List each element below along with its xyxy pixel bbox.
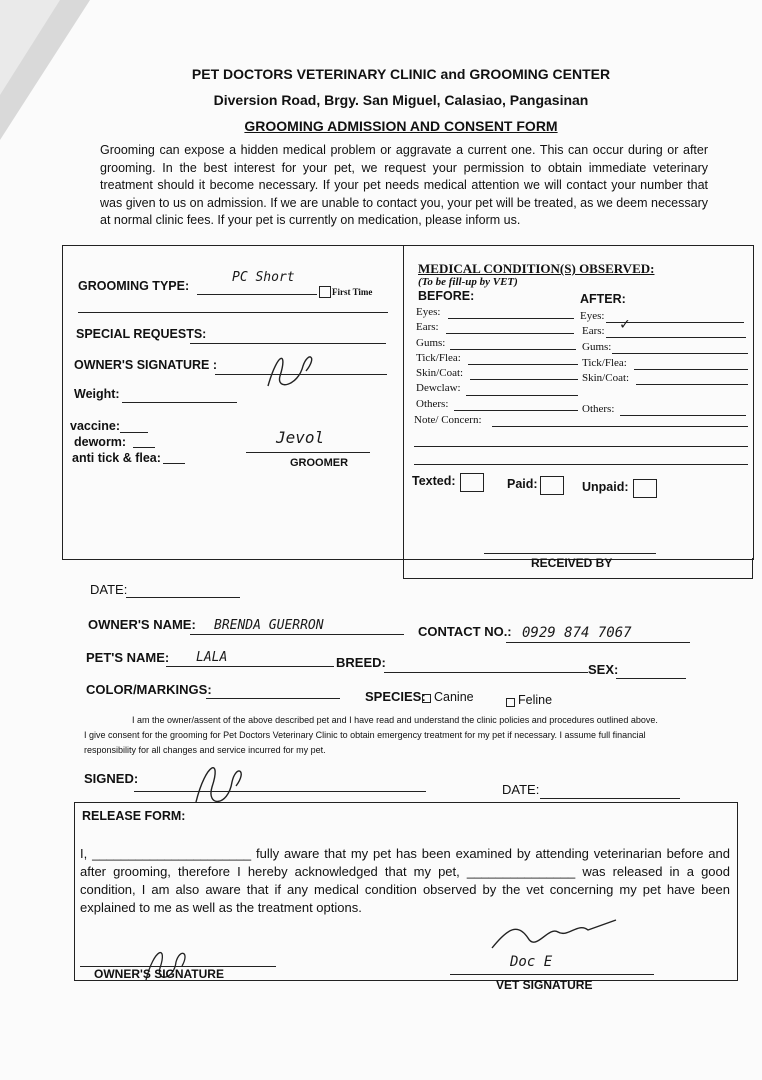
owner-signature-mark [258,346,318,396]
received-by-label: RECEIVED BY [531,556,613,570]
sex-label: SEX: [588,662,619,677]
pet-name-label: PET'S NAME: [86,650,170,665]
groomer-line[interactable] [246,452,370,453]
grooming-type-line-2 [78,312,388,313]
before-eyes-line[interactable] [448,318,574,319]
consent-line-2: I give consent for the grooming for Pet Doctors Veterinary Clinic to obtain emergency treatment for my pet if necessary. I assume full financial [84,730,646,740]
after-tick-line[interactable] [634,369,748,370]
before-label: BEFORE: [418,289,475,303]
after-gums-line[interactable] [612,353,748,354]
consent-line-3: responsibility for all changes and service incurred for my pet. [84,745,326,755]
special-requests-line[interactable] [190,343,386,344]
signed-label: SIGNED: [84,771,139,786]
deworm-label: deworm: [74,435,127,449]
after-others-line[interactable] [620,415,746,416]
before-skin-label: Skin/Coat: [416,367,464,379]
pet-name-line[interactable] [166,666,334,667]
after-skin-line[interactable] [636,384,748,385]
after-ears-line[interactable] [606,337,746,338]
note-label: Note/ Concern: [414,414,482,426]
note-line-2[interactable] [414,446,748,447]
vaccine-label: vaccine: [70,419,121,433]
feline-checkbox[interactable] [506,698,515,707]
before-skin-line[interactable] [470,379,578,380]
date-label: DATE: [90,582,128,597]
before-gums-label: Gums: [416,337,446,349]
weight-line[interactable] [122,402,237,403]
breed-label: BREED: [336,655,386,670]
before-dewclaw-line[interactable] [466,395,578,396]
before-gums-line[interactable] [450,349,576,350]
owner-name-value: BRENDA GUERRON [214,618,324,633]
before-tick-line[interactable] [468,364,578,365]
species-label: SPECIES: [365,689,426,704]
canine-label: Canine [434,690,474,704]
medical-subtitle: (To be fill-up by VET) [418,276,518,288]
groomer-label: GROOMER [290,457,349,469]
signed-line[interactable] [134,791,426,792]
before-eyes-label: Eyes: [416,306,441,318]
weight-label: Weight: [74,387,120,401]
owner-name-label: OWNER'S NAME: [88,617,196,632]
release-owner-signature-label: OWNER'S SIGNATURE [94,967,224,981]
after-tick-label: Tick/Flea: [582,357,627,369]
deworm-line[interactable] [133,447,155,448]
before-others-label: Others: [416,398,449,410]
after-eyes-label: Eyes: [580,310,605,322]
form-title: GROOMING ADMISSION AND CONSENT FORM [244,118,558,134]
first-time-label: First Time [332,287,373,297]
unpaid-checkbox[interactable] [633,479,657,498]
after-label: AFTER: [580,292,626,306]
grooming-type-value: PC Short [232,270,295,285]
contact-label: CONTACT NO.: [418,624,512,639]
before-ears-label: Ears: [416,321,439,333]
color-label: COLOR/MARKINGS: [86,682,212,697]
date-line[interactable] [126,597,240,598]
vet-name: Doc E [510,954,553,970]
grooming-type-line[interactable] [197,294,317,295]
before-others-line[interactable] [454,410,578,411]
paid-checkbox[interactable] [540,476,564,495]
vaccine-line[interactable] [120,432,148,433]
color-line[interactable] [206,698,340,699]
owner-name-line[interactable] [190,634,404,635]
release-title: RELEASE FORM: [82,809,186,823]
owner-signature-label: OWNER'S SIGNATURE : [74,358,218,372]
anti-tick-label: anti tick & flea: [72,451,161,465]
consent-date-line[interactable] [540,798,680,799]
note-line-3[interactable] [414,464,748,465]
groomer-name: Jevol [276,428,325,447]
received-by-line[interactable] [484,553,656,554]
note-line-1[interactable] [492,426,748,427]
first-time-checkbox[interactable] [319,286,331,298]
consent-line-1: I am the owner/assent of the above described pet and I have read and understand the clinic policies and procedures outlined above. [132,715,658,725]
vet-signature-mark [488,918,618,958]
vet-signature-line[interactable] [450,974,654,975]
paid-label: Paid: [507,477,538,491]
pet-name-value: LALA [196,650,228,665]
before-ears-line[interactable] [446,333,574,334]
consent-date-label: DATE: [502,782,540,797]
after-skin-label: Skin/Coat: [582,372,630,384]
texted-checkbox[interactable] [460,473,484,492]
contact-line[interactable] [506,642,690,643]
unpaid-label: Unpaid: [582,480,629,494]
contact-value: 0929 874 7067 [522,625,632,641]
anti-tick-line[interactable] [163,463,185,464]
after-ears-label: Ears: [582,325,605,337]
texted-label: Texted: [412,474,456,488]
before-dewclaw-label: Dewclaw: [416,382,461,394]
intro-text: Grooming can expose a hidden medical problem or aggravate a current one. This can occur during or after grooming. In the best interest for your pet, we request your permission to obtain immediate veterinary treatment should it become necessary. If your pet needs medical attention we will contact your number that was given to us on admission. If we are unable to contact you, your pet will be treated, as we deem necessary at normal clinic fees. If your pet is currently on medication, please inform us. [100,143,708,227]
sex-line[interactable] [616,678,686,679]
special-requests-label: SPECIAL REQUESTS: [76,327,207,341]
after-ears-check: ✓ [620,314,630,333]
breed-line[interactable] [384,672,588,673]
canine-checkbox[interactable] [422,694,431,703]
before-tick-label: Tick/Flea: [416,352,461,364]
column-divider [403,245,404,578]
clinic-name: PET DOCTORS VETERINARY CLINIC and GROOMING CENTER [191,66,611,82]
feline-label: Feline [518,693,553,707]
after-others-label: Others: [582,403,615,415]
vet-signature-label: VET SIGNATURE [496,978,593,992]
clinic-address: Diversion Road, Brgy. San Miguel, Calasiao, Pangasinan [213,92,589,108]
grooming-type-label: GROOMING TYPE: [78,279,190,293]
release-text: I, ______________________ fully aware that my pet has been examined by attending veterinarian before and after grooming, therefore I hereby acknowledged that my pet, _______________ was released in a good condition, I am also aware that if any medical condition observed by the vet concerning my pet have been explained to me as well as the treatment options. [80,846,730,915]
medical-title: MEDICAL CONDITION(S) OBSERVED: [418,261,655,276]
after-gums-label: Gums: [582,341,612,353]
